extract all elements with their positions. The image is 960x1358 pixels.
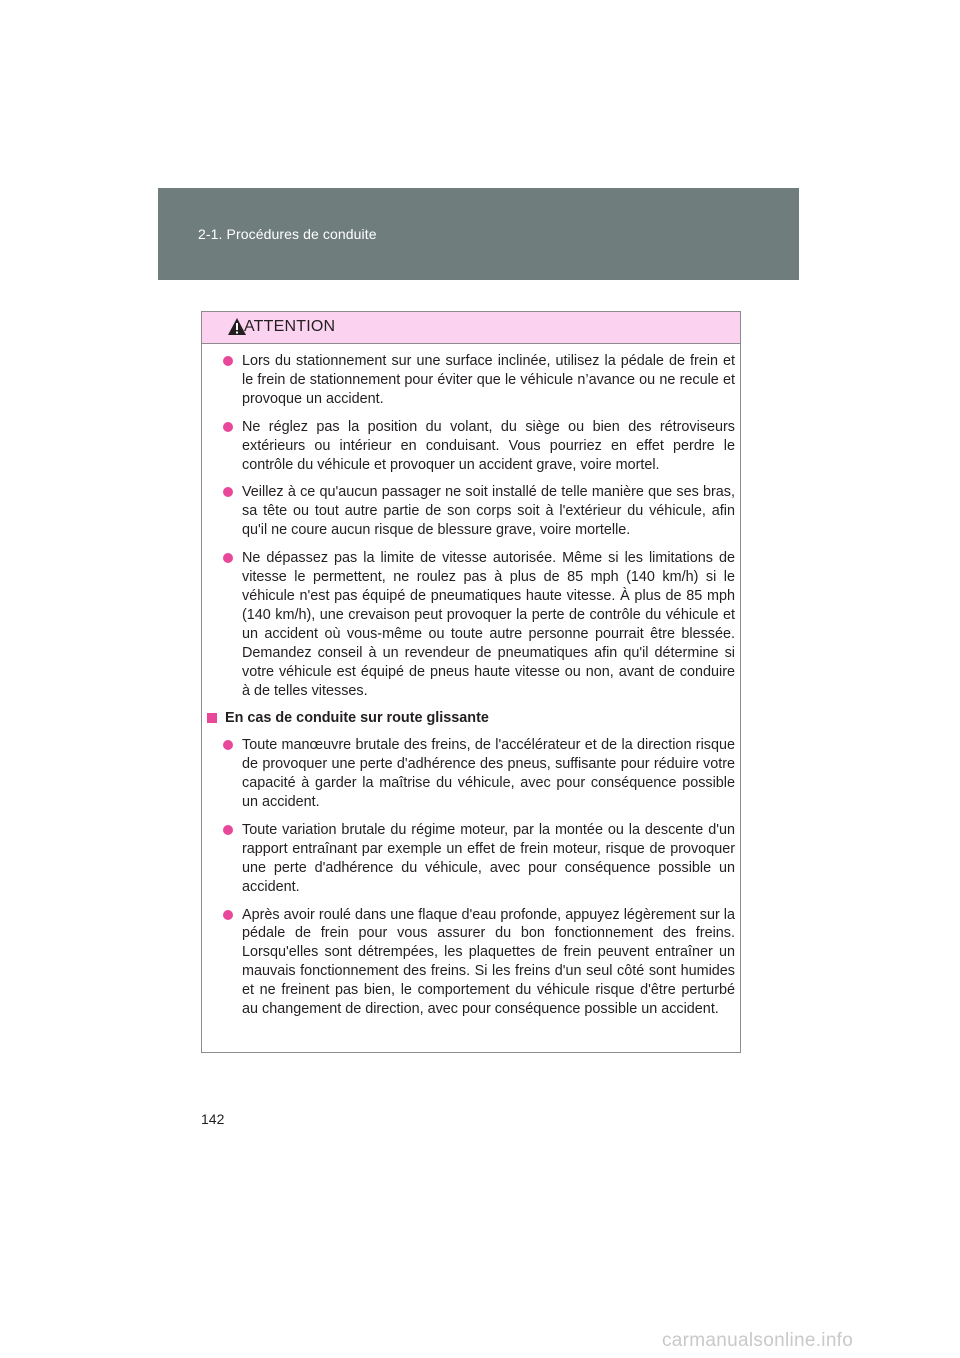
- warning-item: [202, 352, 735, 409]
- warning-item: [202, 736, 735, 812]
- bullet-dot-icon: [223, 487, 233, 497]
- page-number: 142: [201, 1111, 225, 1127]
- warning-item-text: Ne réglez pas la position du volant, du siège ou bien des rétroviseurs extérieurs ou intérieur en conduisant. Vous pourriez en effet perdre le contrôle du véhicule et provoquer un accident grave, voire mortel.: [242, 418, 735, 473]
- bullet-dot-icon: [223, 740, 233, 750]
- warning-item: [202, 821, 735, 897]
- section-heading-text: En cas de conduite sur route glissante: [225, 710, 489, 727]
- warning-item: [202, 483, 735, 540]
- attention-title: ATTENTION: [244, 318, 336, 335]
- warning-item-text: Toute manœuvre brutale des freins, de l'accélérateur et de la direction risque de provoquer une perte d'adhérence des pneus, suffisante pour réduire votre capacité à garder la maîtrise du véhicule, avec pour conséquence possible un accident.: [242, 737, 735, 811]
- section-heading: [202, 709, 735, 728]
- chapter-header-band: [158, 188, 799, 280]
- attention-body: [202, 344, 740, 1019]
- bullet-dot-icon: [223, 553, 233, 563]
- bullet-dot-icon: [223, 910, 233, 920]
- bullet-dot-icon: [223, 422, 233, 432]
- bullet-dot-icon: [223, 825, 233, 835]
- warning-item-text: Toute variation brutale du régime moteur, par la montée ou la descente d'un rapport entraînant par exemple un effet de frein moteur, risque de provoquer une perte d'adhérence du véhicule, avec pour conséquence possible un accident.: [242, 821, 735, 895]
- warning-item: [202, 906, 735, 1019]
- warning-item: [202, 549, 735, 700]
- chapter-title: 2-1. Procédures de conduite: [198, 226, 377, 242]
- square-bullet-icon: [207, 713, 217, 723]
- watermark-text: carmanualsonline.info: [662, 1330, 854, 1351]
- attention-header: [202, 312, 740, 344]
- warning-item-text: Après avoir roulé dans une flaque d'eau profonde, appuyez légèrement sur la pédale de frein pour vous assurer du bon fonctionnement des freins. Lorsqu'elles sont détrempées, les plaquettes de frein peuvent entraîner un mauvais fonctionnement des freins. Si les freins d'un seul côté sont humides et ne freinent pas bien, le comportement du véhicule risque d'être perturbé au changement de direction, avec pour conséquence possible un accident.: [242, 906, 735, 1018]
- bullet-dot-icon: [223, 356, 233, 366]
- warning-item-text: Veillez à ce qu'aucun passager ne soit installé de telle manière que ses bras, sa tête ou tout autre partie de son corps soit à l'extérieur du véhicule, afin qu'il ne coure aucun risque de blessure grave, voire mortelle.: [242, 484, 735, 539]
- attention-box: [201, 311, 741, 1053]
- warning-item-text: Ne dépassez pas la limite de vitesse autorisée. Même si les limitations de vitesse le permettent, ne roulez pas à plus de 85 mph (140 km/h) si le véhicule n'est pas équipé de pneumatiques haute vitesse. À plus de 85 mph (140 km/h), une crevaison peut provoquer la perte de contrôle du véhicule et un accident où vous-même ou toute autre personne pourrait être blessée. Demandez conseil à un revendeur de pneumatiques afin qu'il détermine si votre véhicule est équipé de pneus haute vitesse ou non, avant de conduire à de telles vitesses.: [242, 550, 735, 699]
- warning-item: [202, 418, 735, 475]
- warning-item-text: Lors du stationnement sur une surface inclinée, utilisez la pédale de frein et le frein de stationnement pour éviter que le véhicule n’avance ou ne recule et provoque un accident.: [242, 353, 735, 407]
